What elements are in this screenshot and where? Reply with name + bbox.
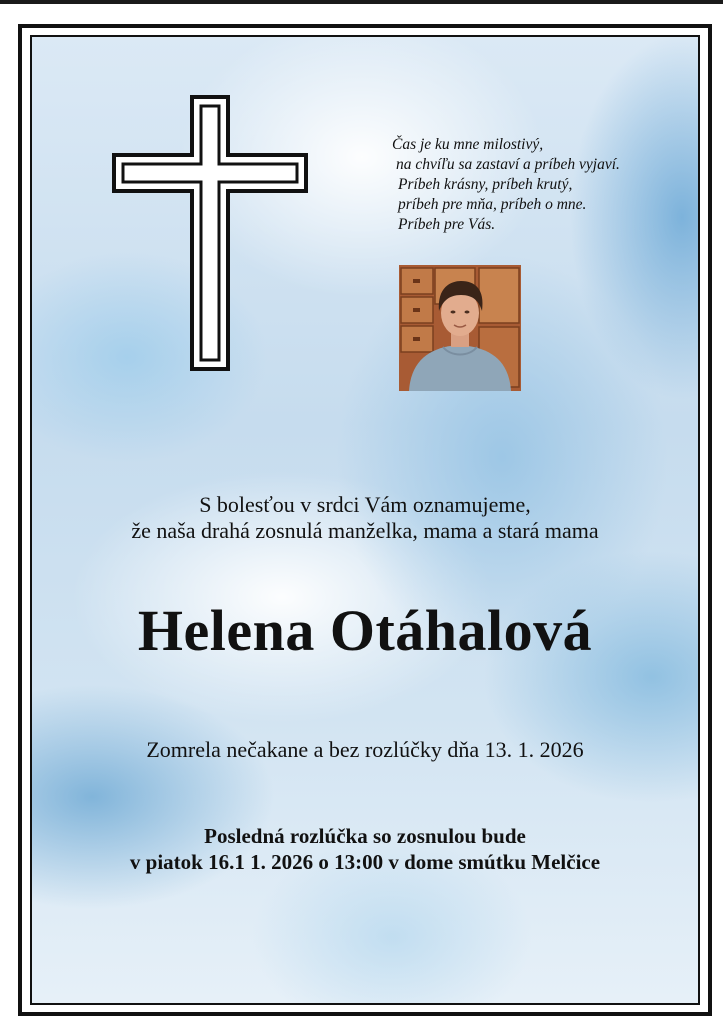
cross-icon <box>112 95 308 371</box>
outer-frame <box>18 24 712 1016</box>
funeral-details <box>32 823 698 875</box>
sky-background <box>30 35 700 1005</box>
poem-line: na chvíľu sa zastaví a príbeh vyjaví. <box>396 156 620 173</box>
funeral-line: Posledná rozlúčka so zosnulou bude <box>204 824 526 848</box>
poem-line: Čas je ku mne milostivý, <box>392 136 544 153</box>
poem-line: Príbeh krásny, príbeh krutý, <box>398 176 573 193</box>
poem-line: príbeh pre mňa, príbeh o mne. <box>398 196 587 213</box>
deceased-name: Helena Otáhalová <box>137 598 593 663</box>
top-rule <box>0 0 723 4</box>
death-notice: Zomrela nečakane a bez rozlúčky dňa 13. 1. 2026 <box>146 737 584 762</box>
portrait-photo <box>399 265 521 391</box>
poem <box>392 135 700 235</box>
funeral-line: v piatok 16.1 1. 2026 o 13:00 v dome smútku Melčice <box>129 850 601 874</box>
announcement <box>32 492 698 544</box>
poem-line: Príbeh pre Vás. <box>398 216 496 233</box>
announcement-line: že naša drahá zosnulá manželka, mama a stará mama <box>131 518 599 543</box>
announcement-line: S bolesťou v srdci Vám oznamujeme, <box>199 492 531 517</box>
